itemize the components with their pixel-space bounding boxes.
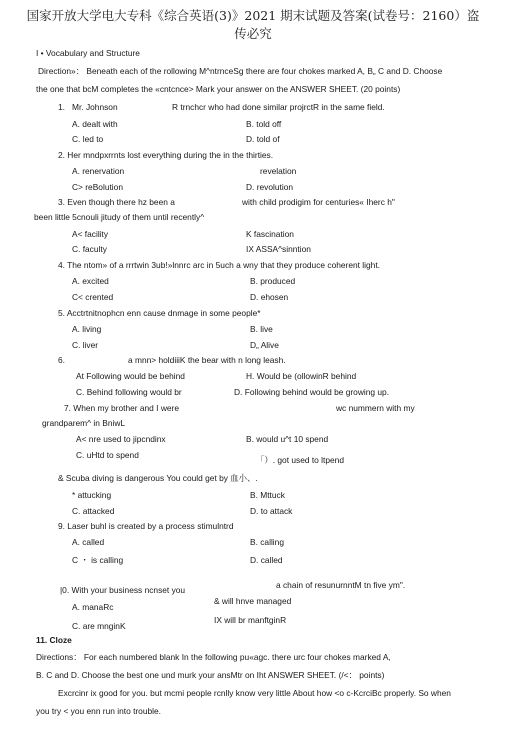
- q10-option-a: A. manaRc: [72, 602, 114, 612]
- q10-stem-start: |0. With your business ncnset you: [60, 585, 186, 595]
- q6-option-d: D. Following behind would be growing up.: [234, 387, 390, 397]
- q2-stem: 2. Her mndpxrrnts lost everything during the in the thirties.: [58, 150, 274, 160]
- q7-stem-end: wc nummern with my: [336, 403, 415, 413]
- exam-title-line2: 传必究: [234, 26, 272, 41]
- q3-stem-end: with child prodigim for centuries« Iherc h": [242, 197, 395, 207]
- q7-option-d: 「）. got used to ltpend: [256, 455, 344, 465]
- q4-stem: 4. The ntom» of a rrrtwin 3ub!»lnnrc arc in 5uch a wny that they produce coherent light.: [58, 260, 380, 270]
- q9-option-d: D. called: [250, 555, 283, 565]
- exam-title-line1: 国家开放大学电大专科《综合英语(3)》2021 期末试题及答案(试卷号：2160）盗: [26, 8, 480, 23]
- q5-option-d: D„ Alive: [250, 340, 279, 350]
- q6-option-c: C. Behind following would br: [76, 387, 182, 397]
- cloze-passage-line2: you try < you enn run into trouble.: [36, 706, 162, 716]
- q2-option-d: D. revolution: [246, 182, 294, 192]
- q3-option-a: A< facility: [72, 229, 109, 239]
- q1-stem-end: R trnchcr who had done similar projrctR in the same field.: [172, 102, 385, 112]
- q2-option-a: A. renervation: [72, 166, 125, 176]
- q8-stem: & Scuba diving is dangerous You could get by 血小、.: [58, 473, 258, 483]
- q1-option-c: C. led to: [72, 134, 104, 144]
- q9-option-c: C ・ is calling: [72, 555, 124, 565]
- q1-option-b: B. told off: [246, 119, 282, 129]
- q1-stem-start: Mr. Johnson: [72, 102, 118, 112]
- q1-option-d: D. told of: [246, 134, 280, 144]
- q9-option-a: A. called: [72, 537, 105, 547]
- q8-option-c: C. attacked: [72, 506, 115, 516]
- q4-option-a: A. excited: [72, 276, 109, 286]
- q1-option-a: A. dealt with: [72, 119, 118, 129]
- q5-option-a: A. living: [72, 324, 102, 334]
- q5-option-c: C. liver: [72, 340, 99, 350]
- q4-option-c: C< crented: [72, 292, 114, 302]
- section2-directions-line1: Directions： For each numbered blank In the following pu«agc. there urc four chokes marked A,: [36, 652, 391, 662]
- q2-option-c: C> reBolution: [72, 182, 123, 192]
- q10-option-d: IX will br manftginR: [214, 615, 287, 625]
- q4-option-b: B. produced: [250, 276, 296, 286]
- q6-option-b: H. Would be (ollowinR behind: [246, 371, 357, 381]
- section1-directions-line2: the one that bcM completes the «cntcnce> Mark your answer on the ANSWER SHEET. (20 points): [36, 84, 401, 94]
- q2-option-b: revelation: [260, 166, 297, 176]
- q8-option-a: * attucking: [72, 490, 112, 500]
- q10-option-b: & will hnve managed: [214, 596, 292, 606]
- q6-stem: a mnn> holdiiiK the bear with n long leash.: [128, 355, 286, 365]
- q3-option-b: K fascination: [246, 229, 294, 239]
- q5-option-b: B. live: [250, 324, 273, 334]
- q7-option-b: B. would u^t 10 spend: [246, 434, 329, 444]
- section2-directions-line2: B. C and D. Choose the best one und murk your ansMtr on Iht ANSWER SHEET. (/<： points): [36, 670, 385, 680]
- q3-stem-continuation: been little 5cnouli jitudy of them until recently^: [34, 212, 205, 222]
- section1-heading: I • Vocabulary and Structure: [36, 48, 140, 58]
- section2-heading: 11. Cloze: [36, 635, 72, 645]
- q8-option-d: D. to attack: [250, 506, 293, 516]
- q4-option-d: D. ehosen: [250, 292, 289, 302]
- q6-option-a: At Following would be behind: [76, 371, 185, 381]
- q1-number: 1.: [58, 102, 65, 112]
- cloze-passage-line1: Excrcinr ix good for you. but mcmi people rcnlly know very little About how <o c-KcrciBc properly. So when: [58, 688, 451, 698]
- q7-stem-continuation: grandparem^ in BniwL: [42, 418, 126, 428]
- q10-stem-end: a chain of resunurnntM tn five ym".: [276, 580, 406, 590]
- section1-directions-line1: Direction»： Beneath each of the rollowing M^ntrnceSg there are four chokes marked A, B„ C and D. Choose: [38, 66, 443, 76]
- q8-option-b: B. Mttuck: [250, 490, 285, 500]
- q6-number: 6.: [58, 355, 65, 365]
- q3-option-c: C. faculty: [72, 244, 107, 254]
- q10-option-c: C. are mnginK: [72, 621, 126, 631]
- q9-option-b: B. calling: [250, 537, 284, 547]
- q7-option-c: C. uHtd to spend: [76, 450, 139, 460]
- q3-stem-start: 3. Even though there hz been a: [58, 197, 175, 207]
- q3-option-d: IX ASSA^sinntion: [246, 244, 311, 254]
- q9-stem: 9. Laser buhl is created by a process stimulntrd: [58, 521, 234, 531]
- q5-stem: 5. Acctrtnitnophcn enn cause dnmage in some people*: [58, 308, 261, 318]
- q7-option-a: A< nre used to jipcndinx: [76, 434, 166, 444]
- q7-stem-start: 7. When my brother and I were: [64, 403, 179, 413]
